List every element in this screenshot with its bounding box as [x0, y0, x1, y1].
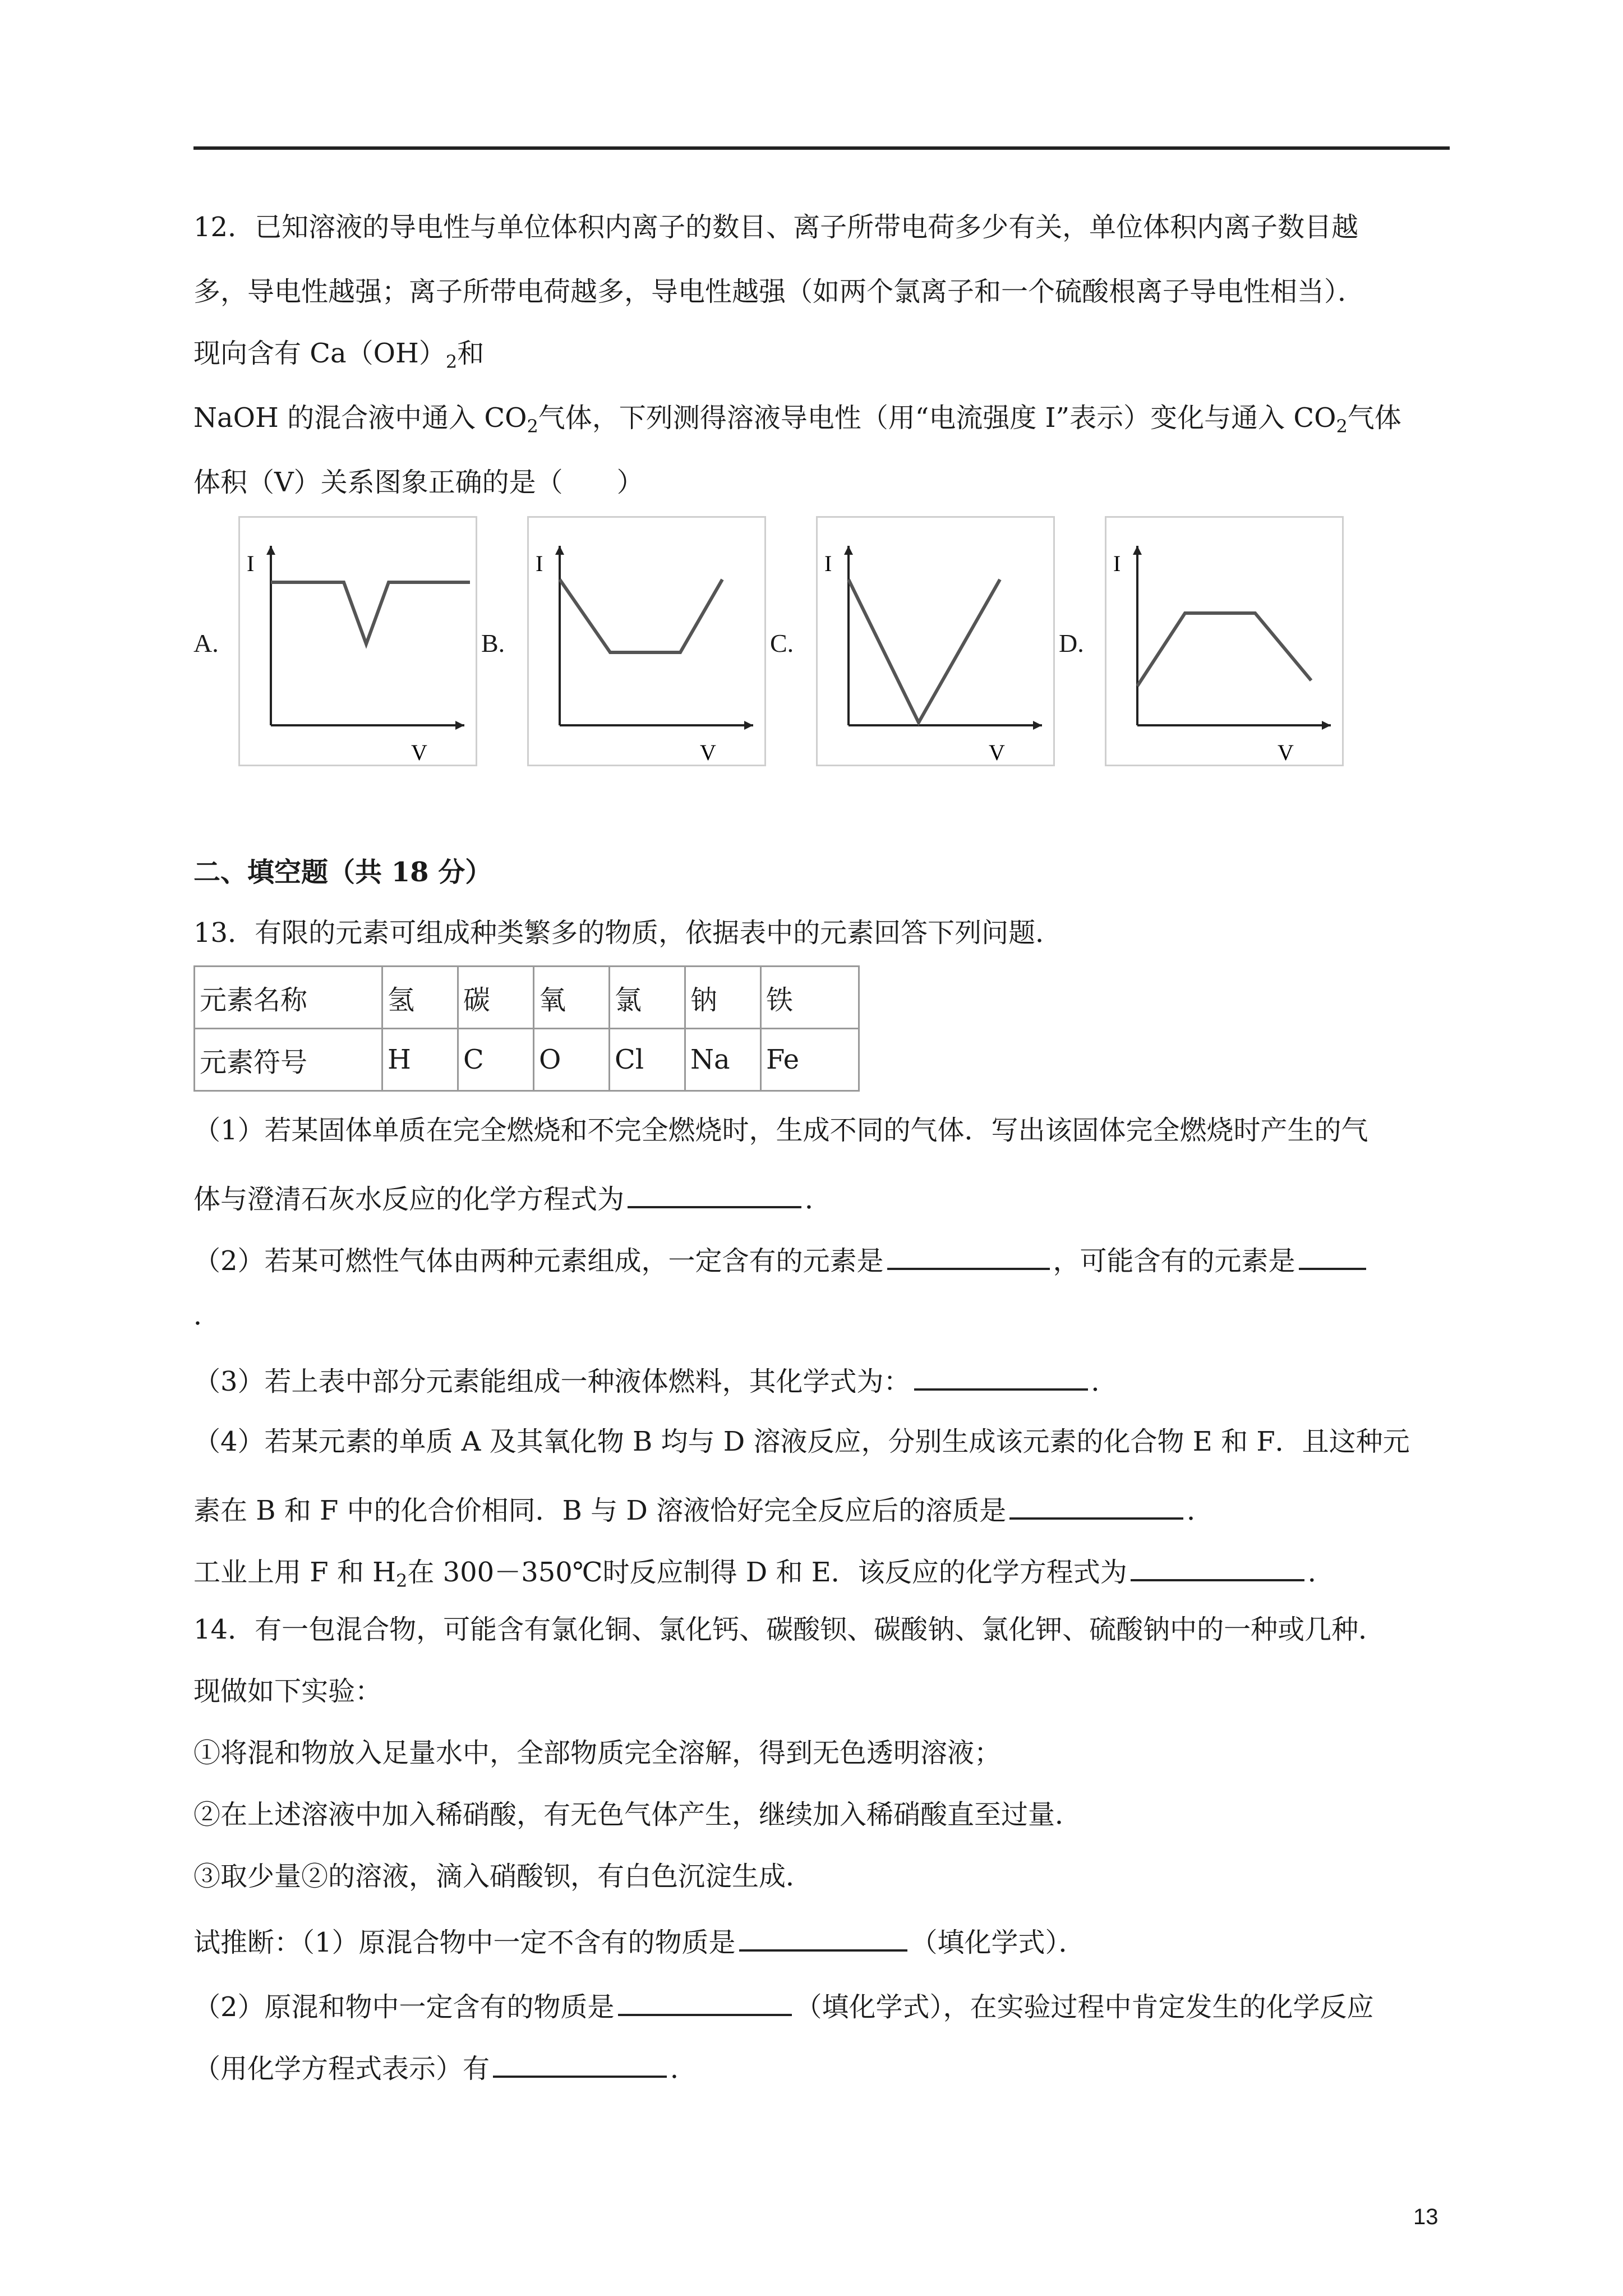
- option-a-y-label: I: [247, 551, 255, 576]
- option-c-curve: [849, 579, 1000, 723]
- answer-blank[interactable]: [887, 1240, 1050, 1270]
- q14-step-3: ③取少量②的溶液，滴入硝酸钡，有白色沉淀生成．: [193, 1861, 813, 1892]
- q12-line-2: 多，导电性越强；离子所带电荷越多，导电性越强（如两个氯离子和一个硫酸根离子导电性相当）．: [193, 276, 1365, 307]
- table-cell: O: [534, 1029, 610, 1091]
- answer-blank[interactable]: [493, 2047, 667, 2078]
- answer-blank[interactable]: [618, 1986, 792, 2016]
- option-a-label: A.: [193, 629, 219, 657]
- page-number: 13: [1413, 2205, 1438, 2229]
- option-c-label: C.: [770, 629, 794, 657]
- q13-part5: 工业上用 F 和 $H_2$在 300－350℃时反应制得 D 和 E．该反应的化学方程式为 ．: [193, 1551, 1450, 1589]
- table-cell: Fe: [761, 1029, 859, 1091]
- option-a-x-label: V: [411, 740, 427, 765]
- answer-blank[interactable]: [914, 1360, 1088, 1391]
- option-d-y-label: I: [1113, 551, 1121, 576]
- answer-blank[interactable]: [1009, 1489, 1183, 1520]
- q13-part3: （3）若上表中部分元素能组成一种液体燃料，其化学式为： ．: [193, 1360, 1450, 1398]
- q12-line-4: NaOH 的混合液中通入 $CO_2$气体，下列测得溶液导电性（用“电流强度 I”表示）变化与通入 $CO_2$气体: [193, 402, 1401, 437]
- answer-blank[interactable]: [739, 1921, 907, 1952]
- option-b-x-label: V: [700, 740, 716, 765]
- table-cell: C: [458, 1029, 534, 1091]
- table-cell: 碳: [458, 967, 534, 1029]
- option-c-graph: [816, 516, 1055, 766]
- option-a-curve: [271, 582, 470, 644]
- q13-intro: 13．有限的元素可组成种类繁多的物质，依据表中的元素回答下列问题．: [193, 917, 1063, 949]
- q12-line-5: 体积（V）关系图象正确的是（ ）: [193, 467, 644, 498]
- q14-inference-2-end: （用化学方程式表示）有 ．: [193, 2047, 1450, 2086]
- table-cell: Na: [685, 1029, 761, 1091]
- q13-part2: （2）若某可燃性气体由两种元素组成，一定含有的元素是 ，可能含有的元素是: [193, 1240, 1450, 1278]
- q14-line-2: 现做如下实验：: [193, 1676, 382, 1707]
- answer-blank[interactable]: [1131, 1551, 1304, 1581]
- table-cell: 元素名称: [195, 967, 382, 1029]
- table-cell: 氯: [610, 967, 685, 1029]
- option-d-curve: [1137, 613, 1311, 686]
- q13-part4-line2: 素在 B 和 F 中的化合价相同．B 与 D 溶液恰好完全反应后的溶质是 ．: [193, 1489, 1450, 1527]
- q14-step-1: ①将混和物放入足量水中，全部物质完全溶解，得到无色透明溶液；: [193, 1737, 1002, 1769]
- table-cell: 氧: [534, 967, 610, 1029]
- option-b-label: B.: [481, 629, 505, 657]
- q12-line-1: 12．已知溶液的导电性与单位体积内离子的数目、离子所带电荷多少有关，单位体积内离子数目越: [193, 211, 1359, 243]
- option-b-graph: [527, 516, 766, 766]
- option-d-label: D.: [1059, 629, 1084, 657]
- table-cell: 元素符号: [195, 1029, 382, 1091]
- q14-step-2: ②在上述溶液中加入稀硝酸，有无色气体产生，继续加入稀硝酸直至过量．: [193, 1799, 1082, 1830]
- answer-blank[interactable]: [1299, 1240, 1366, 1270]
- q14-inference-2: （2）原混和物中一定含有的物质是 （填化学式），在实验过程中肯定发生的化学反应: [193, 1986, 1450, 2024]
- q14-line-1: 14．有一包混合物，可能含有氯化铜、氯化钙、碳酸钡、碳酸钠、氯化钾、硫酸钠中的一种或几种．: [193, 1614, 1386, 1645]
- section-title: 二、填空题（共 18 分）: [193, 857, 492, 888]
- option-d-graph: [1105, 516, 1344, 766]
- table-cell: 钠: [685, 967, 761, 1029]
- option-b-curve: [560, 579, 722, 652]
- table-cell: 氢: [382, 967, 458, 1029]
- q13-part4-line1: （4）若某元素的单质 A 及其氧化物 B 均与 D 溶液反应，分别生成该元素的化合物 E 和 F．且这种元: [193, 1426, 1410, 1457]
- option-d-x-label: V: [1278, 740, 1294, 765]
- option-b-y-label: I: [536, 551, 543, 576]
- q13-part1-line2: 体与澄清石灰水反应的化学方程式为 ．: [193, 1178, 1450, 1216]
- element-table: [193, 965, 860, 1092]
- q14-inference-1: 试推断：（1）原混合物中一定不含有的物质是 （填化学式）．: [193, 1921, 1450, 1959]
- answer-blank[interactable]: [628, 1178, 801, 1208]
- q12-line-3: 现向含有 $Ca(OH)_2$和: [193, 338, 485, 372]
- table-cell: H: [382, 1029, 458, 1091]
- q13-part1-line1: （1）若某固体单质在完全燃烧和不完全燃烧时，生成不同的气体．写出该固体完全燃烧时产生的气: [193, 1115, 1368, 1146]
- q13-part2-end: ．: [193, 1300, 221, 1331]
- header-rule: [193, 146, 1450, 150]
- option-c-x-label: V: [989, 740, 1005, 765]
- table-row: [195, 1029, 859, 1091]
- option-c-y-label: I: [824, 551, 832, 576]
- table-cell: 铁: [761, 967, 859, 1029]
- option-a-graph: [238, 516, 477, 766]
- table-cell: Cl: [610, 1029, 685, 1091]
- table-row: [195, 967, 859, 1029]
